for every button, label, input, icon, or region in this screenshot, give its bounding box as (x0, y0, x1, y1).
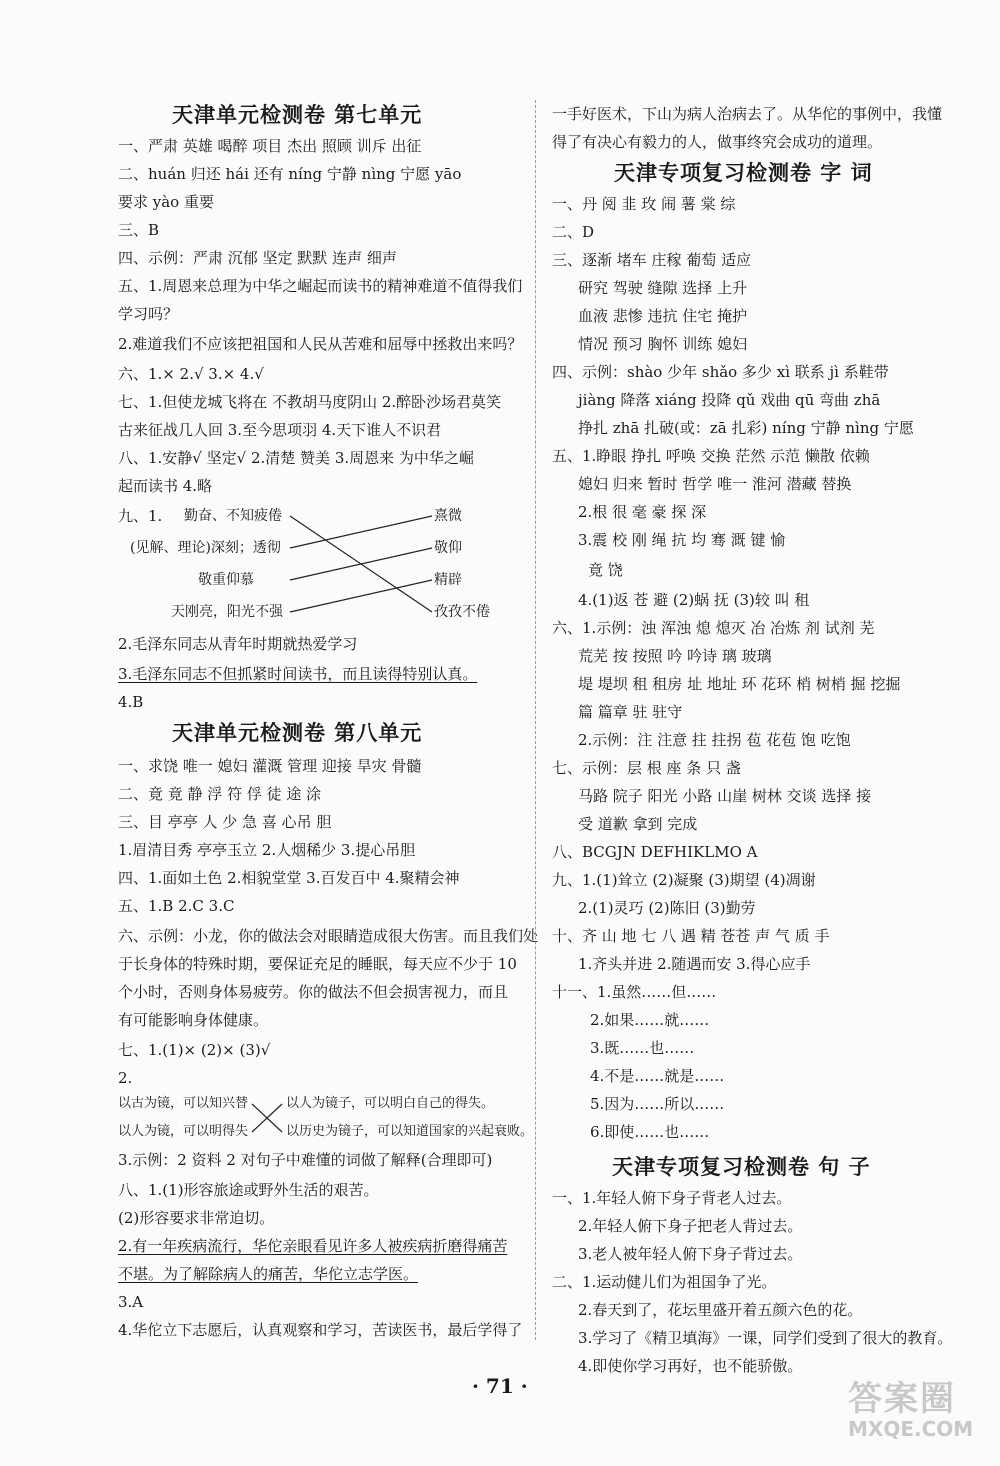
zc-q4c: 挣扎 zhā 扎破(或：zā 扎彩) níng 宁静 nìng 宁愿 (578, 419, 914, 437)
u8-q1: 一、求饶 唯一 媳妇 灌溉 管理 迎接 旱灾 骨髓 (118, 757, 422, 775)
u7-q9c: 3.毛泽东同志不但抓紧时间读书，而且读得特别认真。 (118, 665, 478, 683)
zc-q3a: 三、逐渐 堵车 庄稼 葡萄 适应 (552, 251, 752, 269)
u8-q8c: 2.有一年疾病流行，华佗亲眼看见许多人被疾病折磨得痛苦 (118, 1237, 508, 1255)
zc-q3b: 研究 驾驶 缝隙 选择 上升 (578, 279, 748, 297)
jz-q1a: 一、1.年轻人俯下身子背老人过去。 (552, 1189, 792, 1207)
zc-q1: 一、丹 阅 韭 玫 闹 薯 棠 综 (552, 195, 736, 213)
u8-q7c: 3.示例：2 资料 2 对句子中难懂的词做了解释(合理即可) (118, 1151, 493, 1169)
u8-q3b: 1.眉清目秀 亭亭玉立 2.人烟稀少 3.提心吊胆 (118, 841, 416, 859)
zc-q4b: jiàng 降落 xiáng 投降 qǔ 戏曲 qū 弯曲 zhā (578, 391, 881, 409)
zc-q5a: 五、1.睁眼 挣扎 呼唤 交换 茫然 示范 懒散 依赖 (552, 447, 870, 465)
zc-q9b: 2.(1)灵巧 (2)陈旧 (3)勤劳 (578, 899, 756, 917)
unit8-title: 天津单元检测卷 第八单元 (172, 720, 423, 745)
match-right-4: 孜孜不倦 (434, 604, 490, 620)
watermark-url: MXQE.COM (848, 1417, 974, 1441)
zc-q5b: 媳妇 归来 暂时 哲学 唯一 淮河 潜藏 替换 (578, 475, 852, 493)
zc-q11-6: 6.即使……也…… (590, 1123, 710, 1141)
jz-q1b: 2.年轻人俯下身子把老人背过去。 (578, 1217, 803, 1235)
zc-q11-2: 2.如果……就…… (590, 1011, 710, 1029)
zc-q4a: 四、示例：shào 少年 shǎo 多少 xì 联系 jì 系鞋带 (552, 363, 889, 381)
match-left-2: (见解、理论)深刻；透彻 (130, 540, 281, 556)
u7-q8a: 八、1.安静√ 坚定√ 2.清楚 赞美 3.周恩来 为中华之崛 (118, 449, 474, 467)
u7-q2a: 二、huán 归还 hái 还有 níng 宁静 nìng 宁愿 yāo (118, 165, 462, 183)
zc-q10b: 1.齐头并进 2.随遇而安 3.得心应手 (578, 955, 811, 973)
zc-q3d: 情况 预习 胸怀 训练 媳妇 (578, 335, 748, 353)
u7-q5a: 五、1.周恩来总理为中华之崛起而读书的精神难道不值得我们 (118, 277, 523, 295)
match-left-3: 敬重仰慕 (198, 572, 254, 588)
watermark-logo (848, 1380, 973, 1440)
zc-q6b: 荒芜 按 按照 吟 吟诗 璃 玻璃 (578, 647, 772, 665)
u8-q8a: 八、1.(1)形容旅途或野外生活的艰苦。 (118, 1181, 379, 1199)
zc-q9a: 九、1.(1)耸立 (2)凝聚 (3)期望 (4)凋谢 (552, 871, 816, 889)
cross-left-1: 以古为镜，可以知兴替 (118, 1096, 249, 1111)
u7-q7b: 古来征战几人回 3.至今思项羽 4.天下谁人不识君 (118, 421, 442, 439)
match-line-3 (290, 548, 432, 580)
zc-q5e: 竟 饶 (588, 561, 623, 579)
match-right-1: 熹微 (434, 508, 462, 524)
jz-q1c: 3.老人被年轻人俯下身子背过去。 (578, 1245, 803, 1263)
u8-q7b: 2. (118, 1069, 133, 1087)
u8-q8e: 3.A (118, 1293, 144, 1311)
jz-q2a: 二、1.运动健儿们为祖国争了光。 (552, 1273, 777, 1291)
u7-q9-label: 九、1. (118, 507, 163, 525)
cross-left-2: 以人为镜，可以明得失 (118, 1124, 249, 1139)
cross-right-1: 以人为镜子，可以明白自己的得失。 (286, 1096, 495, 1111)
zc-q3c: 血液 悲惨 违抗 住宅 掩护 (578, 307, 748, 325)
u7-q9b: 2.毛泽东同志从青年时期就热爱学习 (118, 635, 358, 653)
zc-q5d: 3.震 校 刚 绳 抗 均 骞 溉 键 愉 (578, 531, 786, 549)
watermark-title: 答案圈 (848, 1379, 956, 1419)
u8-q8d: 不堪。为了解除病人的痛苦，华佗立志学医。 (118, 1265, 419, 1283)
zc-q7c: 受 道歉 拿到 完成 (578, 815, 698, 833)
u8-q6c: 个小时，否则身体易疲劳。你的做法不但会损害视力，而且 (118, 983, 509, 1001)
u8-q5: 五、1.B 2.C 3.C (118, 897, 235, 915)
match-left-4: 天刚亮，阳光不强 (171, 604, 283, 620)
zc-q5f: 4.(1)返 苍 避 (2)蜗 抚 (3)较 叫 租 (578, 591, 810, 609)
u7-q1: 一、严肃 英雄 喝醉 项目 杰出 照顾 训斥 出征 (118, 137, 422, 155)
match-line-2 (290, 516, 432, 548)
zc-q2: 二、D (552, 223, 595, 241)
continuation-1: 一手好医术，下山为病人治病去了。从华佗的事例中，我懂 (552, 105, 943, 123)
jz-q2d: 4.即使你学习再好，也不能骄傲。 (578, 1357, 803, 1375)
unit7-title: 天津单元检测卷 第七单元 (172, 102, 423, 127)
zc-q6d: 篇 篇章 驻 驻守 (578, 703, 683, 721)
u8-q6b: 于长身体的特殊时期，要保证充足的睡眠，每天应不少于 10 (118, 955, 517, 973)
u8-q3a: 三、目 亭亭 人 少 急 喜 心吊 胆 (118, 813, 332, 831)
jz-q2c: 3.学习了《精卫填海》一课，同学们受到了很大的教育。 (578, 1329, 953, 1347)
zc-q5c: 2.根 很 毫 豪 探 深 (578, 503, 707, 521)
zc-q6e: 2.示例：注 注意 拄 拄拐 苞 花苞 饱 吃饱 (578, 731, 851, 749)
match-right-3: 精辟 (434, 572, 462, 588)
u7-q9d: 4.B (118, 693, 144, 711)
continuation-2: 得了有决心有毅力的人，做事终究会成功的道理。 (552, 133, 883, 151)
u7-q7a: 七、1.但使龙城飞将在 不教胡马度阴山 2.醉卧沙场君莫笑 (118, 393, 502, 411)
u8-q2: 二、竟 竟 静 浮 符 俘 徒 途 涂 (118, 785, 322, 803)
zc-q7a: 七、示例：层 根 座 条 只 盏 (552, 759, 741, 777)
zc-q10a: 十、齐 山 地 七 八 遇 精 苍苍 声 气 质 手 (552, 927, 830, 945)
juzi-title: 天津专项复习检测卷 句 子 (612, 1154, 871, 1179)
u8-q7a: 七、1.(1)× (2)× (3)√ (118, 1041, 271, 1059)
u7-q2b: 要求 yào 重要 (118, 193, 214, 211)
zc-q11-4: 4.不是……就是…… (590, 1067, 725, 1085)
zc-q6c: 堤 堤坝 租 租房 址 地址 环 花环 梢 树梢 掘 挖掘 (578, 675, 901, 693)
cross-right-2: 以历史为镜子，可以知道国家的兴起衰败。 (286, 1124, 534, 1139)
u7-q3: 三、B (118, 221, 160, 239)
u7-q5c: 2.难道我们不应该把祖国和人民从苦难和屈辱中拯救出来吗？ (118, 335, 523, 353)
u8-q6a: 六、示例：小龙，你的做法会对眼睛造成很大伤害。而且我们处 (118, 927, 539, 945)
match-left-1: 勤奋、不知疲倦 (184, 508, 282, 524)
match-line-4 (290, 580, 432, 612)
u7-q8b: 起而读书 4.略 (118, 477, 213, 495)
zc-q11-5: 5.因为……所以…… (590, 1095, 725, 1113)
zc-q11-3: 3.既……也…… (590, 1039, 695, 1057)
zc-q8: 八、BCGJN DEFHIKLMO A (552, 843, 758, 861)
zici-title: 天津专项复习检测卷 字 词 (614, 160, 873, 185)
column-divider (535, 100, 536, 1340)
zc-q11-1: 十一、1.虽然……但…… (552, 983, 717, 1001)
match-right-2: 敬仰 (434, 540, 462, 556)
u7-q4: 四、示例：严肃 沉郁 坚定 默默 连声 细声 (118, 249, 397, 267)
zc-q7b: 马路 院子 阳光 小路 山崖 树林 交谈 选择 接 (578, 787, 872, 805)
u7-q6: 六、1.× 2.√ 3.× 4.√ (118, 365, 264, 383)
u8-q8b: (2)形容要求非常迫切。 (118, 1209, 275, 1227)
u8-q8f: 4.华佗立下志愿后，认真观察和学习，苦读医书，最后学得了 (118, 1321, 523, 1339)
jz-q2b: 2.春天到了，花坛里盛开着五颜六色的花。 (578, 1301, 863, 1319)
u8-q4: 四、1.面如土色 2.相貌堂堂 3.百发百中 4.聚精会神 (118, 869, 460, 887)
page-number: · 71 · (472, 1374, 528, 1398)
u7-q5b: 学习吗？ (118, 305, 179, 323)
zc-q6a: 六、1.示例：浊 浑浊 熄 熄灭 冶 冶炼 剂 试剂 芜 (552, 619, 875, 637)
u8-q6d: 有可能影响身体健康。 (118, 1011, 269, 1029)
